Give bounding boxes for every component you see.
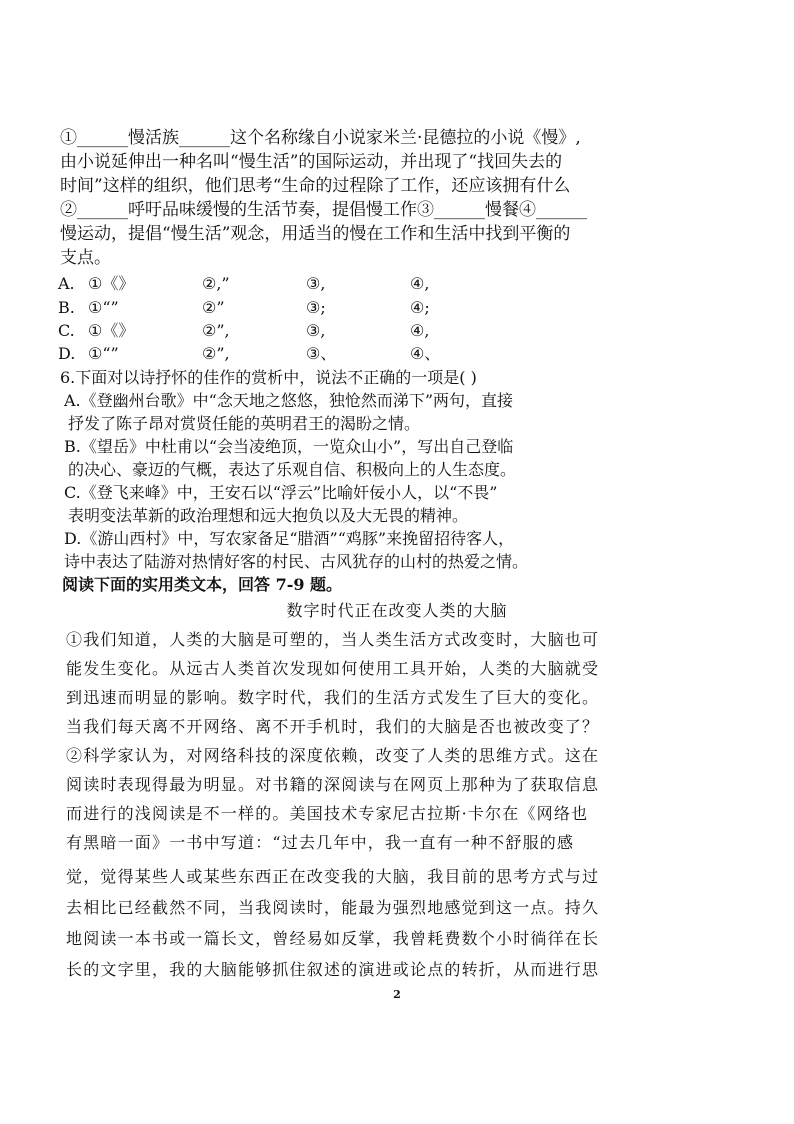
article-line: 而进行的浅阅读是不一样的。美国技术专家尼古拉斯·卡尔在《网络也 [66,804,589,823]
passage-line: 时间”这样的组织，他们思考“生命的过程除了工作，还应该拥有什么 [60,176,571,196]
passage-line: ①______慢活族______这个名称缘自小说家米兰·昆德拉的小说《慢》, [60,128,581,148]
option-cell: ②”, [202,321,230,340]
passage-line: 由小说延伸出一种名叫“慢生活”的国际运动，并出现了“找回失去的 [60,152,563,172]
question-6-line: C.《登飞来峰》中，王安石以“浮云”比喻奸佞小人，以“不畏” [64,483,498,502]
question-6-line: 表明变法革新的政治理想和远大抱负以及大无畏的精神。 [68,506,469,525]
option-cell: ③; [306,298,326,317]
article-line: 能发生变化。从远古人类首次发现如何使用工具开始，人类的大脑就受 [66,659,600,678]
option-cell: ②” [202,298,225,317]
option-label: A. [58,274,75,293]
option-cell: ③, [306,321,326,340]
option-cell: ①“” [88,344,119,363]
question-6-stem: 6.下面对以诗抒怀的佳作的赏析中，说法不正确的一项是( ) [60,368,477,387]
option-cell: ①“” [88,298,119,317]
article-line: 长的文字里，我的大脑能够抓住叙述的演进或论点的转折，从而进行思 [66,960,600,979]
article-line: 去相比已经截然不同，当我阅读时，能最为强烈地感觉到这一点。持久 [66,898,600,917]
article-line: 觉，觉得某些人或某些东西正在改变我的大脑，我目前的思考方式与过 [66,867,600,886]
passage-line: 慢运动，提倡“慢生活”观念，用适当的慢在工作和生活中找到平衡的 [60,224,571,244]
article-line: ①我们知道，人类的大脑是可塑的，当人类生活方式改变时，大脑也可 [66,630,600,649]
article-line: 当我们每天离不开网络、离不开手机时，我们的大脑是否也被改变了？ [66,717,600,736]
option-cell: ②”, [202,344,230,363]
option-label: D. [58,344,76,363]
page-number: 2 [393,988,401,1001]
article-title: 数字时代正在改变人类的大脑 [286,601,508,620]
option-cell: ④, [410,321,430,340]
option-cell: ①《》 [88,274,135,293]
question-6-line: B.《望岳》中杜甫以“会当凌绝顶，一览众山小”，写出自己登临 [64,437,514,456]
option-cell: ③, [306,274,326,293]
passage-line: ②______呼吁品味缓慢的生活节奏，提倡慢工作③______慢餐④______ [60,200,587,220]
option-cell: ④、 [410,344,441,363]
option-cell: ③、 [306,344,337,363]
option-cell: ④, [410,274,430,293]
article-line: 阅读时表现得最为明显。对书籍的深阅读与在网页上那种为了获取信息 [66,775,600,794]
question-6-line: 诗中表达了陆游对热情好客的村民、古风犹存的山村的热爱之情。 [64,552,529,571]
option-label: C. [58,321,75,340]
option-label: B. [58,298,75,317]
article-line: 地阅读一本书或一篇长文，曾经易如反掌，我曾耗费数个小时徜徉在长 [66,929,600,948]
option-cell: ④; [410,298,430,317]
question-6-line: A.《登幽州台歌》中“念天地之悠悠，独怆然而涕下”两句，直接 [64,391,514,410]
article-line: ②科学家认为，对网络科技的深度依赖，改变了人类的思维方式。这在 [66,746,600,765]
article-line: 有黑暗一面》一书中写道：“过去几年中，我一直有一种不舒服的感 [66,833,575,852]
question-6-line: D.《游山西村》中，写农家备足“腊酒”“鸡豚”来挽留招待客人， [64,529,515,548]
question-6-line: 的决心、豪迈的气概，表达了乐观自信、积极向上的人生态度。 [68,460,517,479]
passage-line: 支点。 [60,248,111,268]
option-cell: ①《》 [88,321,135,340]
article-line: 到迅速而明显的影响。数字时代，我们的生活方式发生了巨大的变化。 [66,688,600,707]
option-cell: ②,” [202,274,230,293]
question-6-line: 抒发了陈子昂对赏贤任能的英明君王的渴盼之情。 [68,414,421,433]
reading-instruction: 阅读下面的实用类文本，回答 7-9 题。 [62,575,343,594]
